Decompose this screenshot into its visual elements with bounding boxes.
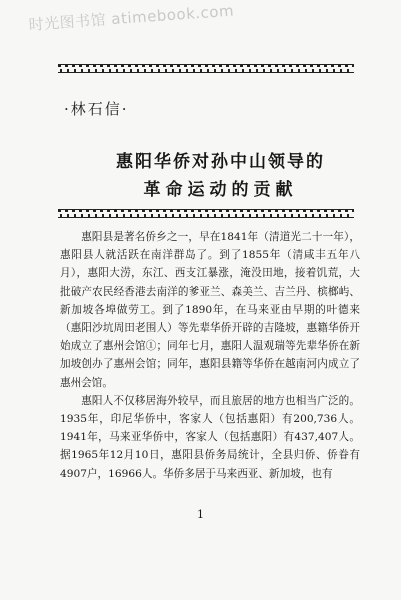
article-title-line-2: 革命运动的贡献 xyxy=(143,180,298,200)
page-number: 1 xyxy=(197,508,204,521)
decorative-rule-top xyxy=(58,64,354,73)
paragraph: 惠阳人不仅移居海外较早，而且旅居的地方也相当广泛的。1935年，印尼华侨中，客家人（包括惠阳）有200,736人。1941年，马来亚华侨中，客家人（包括惠阳）有437,407人。据1965年12月10日，惠阳县侨务局统计，全县归侨、侨眷有4907户，16966人。华侨多居于马来西亚、新加坡，也有 xyxy=(60,394,360,480)
article-title-line-1: 惠阳华侨对孙中山领导的 xyxy=(116,152,325,172)
author-name: ·林石信· xyxy=(64,100,129,118)
article-body xyxy=(60,228,360,483)
decorative-rule-bottom xyxy=(58,209,354,218)
watermark: 时光图书馆 atimebook.com xyxy=(28,1,235,34)
paragraph: 惠阳县是著名侨乡之一，早在1841年（清道光二十一年），惠阳县人就活跃在南洋群岛了。到了1855年（清咸丰五年八月），惠阳大涝，东江、西支江暴涨，淹没田地，接着饥荒，大批破产农民经香港去南洋的爹亚兰、森美兰、吉兰丹、槟榔屿、新加坡各埠做劳工。到了1890年，在马来亚由早期的叶德来（惠阳沙坑周田老围人）等先辈华侨开辟的吉隆坡，惠籍华侨开始成立了惠州会馆①；同年七月，惠阳人温观瑞等先辈华侨在新加坡创办了惠州会馆；同年，惠阳县籍等华侨在越南河内成立了惠州会馆。 xyxy=(60,231,360,389)
